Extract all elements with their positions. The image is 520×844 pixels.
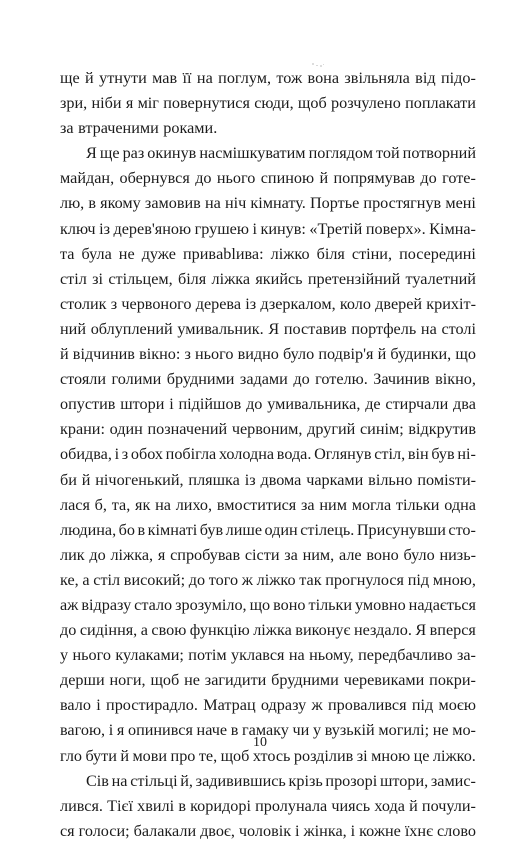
text-line: гло бути й мови про те, щоб хтось розділив зі мною це ліжко.: [60, 746, 476, 765]
text-line: вагою, і я опинився наче в гамаку чи у вузькій могилі; не мо-: [60, 721, 476, 740]
page-number: 10: [253, 735, 267, 750]
text-line: аж відразу стало зрозуміло, що воно тільки умовно надається: [60, 595, 476, 614]
text-line: лю, в якому замовив на ніч кімнату. Портье простягнув мені: [60, 194, 476, 213]
text-line: людина, бо в кімнаті був лише один стілець. Присунувши сто-: [60, 520, 476, 539]
text-line: за втраченими роками.: [60, 119, 218, 138]
text-line: Я ще раз окинув насмішкуватим поглядом той потворний: [86, 144, 476, 163]
text-line: ключ із дерев'яною грушею і кинув: «Третій поверх». Кімна-: [60, 219, 476, 238]
text-line: майдан, обернувся до нього спиною й попрямував до готе-: [60, 169, 476, 188]
text-line: й відчинив вікно: з нього видно було подвір'я й будинки, що: [60, 345, 476, 364]
text-line: опустив штори і підійшов до умивальника, де стирчали два: [60, 395, 476, 414]
text-line: у нього кулаками; потім уклався на ньому, передбачливо за-: [60, 646, 476, 665]
text-line: стояли голими брудними задами до готелю. Зачинив вікно,: [60, 370, 476, 389]
text-line: стіл зі стільцем, біля ліжка якийсь претензійний туалетний: [60, 269, 476, 288]
text-line: лився. Тієї хвилі в коридорі пролунала чиясь хода й почули-: [60, 796, 476, 815]
text-line: до сидіння, а свою функцію ліжка виконує нездало. Я вперся: [60, 621, 476, 640]
body-text: [60, 66, 476, 844]
text-line: ще й утнути мав її на поглум, тож вона звільняла від підо-: [60, 69, 476, 87]
text-line: столик з червоного дерева із дзеркалом, коло дверей крихіт-: [60, 294, 476, 313]
text-line: та була не дуже привablива: ліжко біля стіни, посередині: [60, 244, 476, 263]
text-line: лася б, та, як на лихо, вмоститися за ним могла тільки одна: [60, 495, 476, 514]
text-line: ся голоси; балакали двоє, чоловік і жінка, і кожне їхнє слово: [60, 821, 476, 840]
text-line: крани: один позначений червоним, другий синім; відкрутив: [60, 420, 476, 439]
text-line: дерши ноги, щоб не загидити брудними черевиками покри-: [60, 671, 476, 690]
text-line: лик до ліжка, я спробував сісти за ним, але воно було низь-: [60, 545, 476, 564]
text-line: Сів на стільці й, задивившись крізь прозорі штори, замис-: [86, 771, 476, 790]
text-line: ний облуплений умивальник. Я поставив портфель на столі: [60, 319, 476, 338]
text-line: ке, а стіл високий; до того ж ліжко так прогнулося під мною,: [60, 570, 476, 589]
text-line: зри, ніби я міг повернутися сюди, щоб розчулено поплакати: [60, 94, 476, 113]
text-line: обидва, і з обох побігла холодна вода. Оглянув стіл, він був ні-: [60, 445, 476, 464]
text-line: вало і простирадло. Матрац одразу ж провалився під моєю: [60, 696, 476, 715]
text-line: би й нічогенький, пляшка із двома чарками вільно поміsти-: [60, 470, 476, 489]
